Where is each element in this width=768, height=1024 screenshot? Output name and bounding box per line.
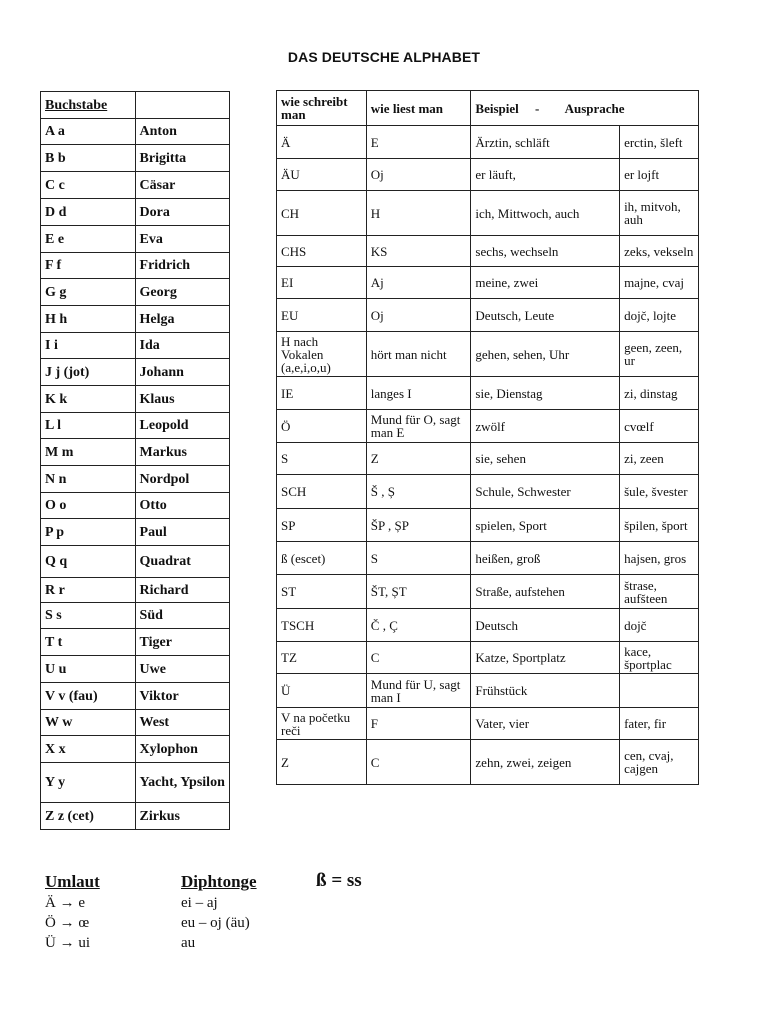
alphabet-row	[41, 199, 230, 226]
pronunciation-row	[277, 377, 699, 410]
read-cell: Č , Ç	[366, 609, 471, 642]
alphabet-row	[41, 710, 230, 736]
example-cell: Ärztin, schläft	[471, 126, 620, 159]
alphabet-letter: U u	[41, 656, 136, 683]
pron-cell	[620, 674, 699, 708]
alphabet-row	[41, 359, 230, 386]
alphabet-name: Süd	[135, 603, 229, 629]
alphabet-letter: Z z (cet)	[41, 803, 136, 830]
alphabet-letter: L l	[41, 413, 136, 439]
pron-cell: er lojft	[620, 159, 699, 191]
alphabet-letter: X x	[41, 736, 136, 763]
alphabet-name: West	[135, 710, 229, 736]
example-cell: meine, zwei	[471, 267, 620, 299]
pronunciation-row	[277, 475, 699, 509]
read-cell: H	[366, 191, 471, 236]
read-cell: hört man nicht	[366, 332, 471, 377]
example-cell: Deutsch	[471, 609, 620, 642]
pronunciation-row	[277, 609, 699, 642]
alphabet-name: Uwe	[135, 656, 229, 683]
alphabet-row	[41, 172, 230, 199]
alphabet-letter: G g	[41, 279, 136, 306]
alphabet-letter: F f	[41, 253, 136, 279]
alphabet-letter: W w	[41, 710, 136, 736]
read-cell: ŠP , ȘP	[366, 509, 471, 542]
read-cell: KS	[366, 236, 471, 267]
read-cell: Mund für O, sagt man E	[366, 410, 471, 443]
alphabet-letter: Y y	[41, 763, 136, 803]
alphabet-name: Otto	[135, 493, 229, 519]
pronunciation-row	[277, 708, 699, 740]
diphthong-heading: Diphtonge	[181, 872, 257, 891]
written-cell: Ü	[277, 674, 367, 708]
pronunciation-row	[277, 575, 699, 609]
alphabet-name: Klaus	[135, 386, 229, 413]
written-cell: SP	[277, 509, 367, 542]
read-cell: Mund für U, sagt man I	[366, 674, 471, 708]
diphthong-item: eu – oj (äu)	[181, 915, 250, 931]
read-cell: F	[366, 708, 471, 740]
example-cell: Straße, aufstehen	[471, 575, 620, 609]
alphabet-row	[41, 683, 230, 710]
alphabet-header-empty	[135, 92, 229, 119]
pron-cell: dojč, lojte	[620, 299, 699, 332]
alphabet-row	[41, 493, 230, 519]
alphabet-letter: O o	[41, 493, 136, 519]
alphabet-name: Cäsar	[135, 172, 229, 199]
pron-cell: hajsen, gros	[620, 542, 699, 575]
alphabet-name: Ida	[135, 333, 229, 359]
pronunciation-row	[277, 410, 699, 443]
page-title: DAS DEUTSCHE ALPHABET	[287, 49, 481, 65]
alphabet-row	[41, 119, 230, 145]
read-cell: Oj	[366, 299, 471, 332]
example-cell: Vater, vier	[471, 708, 620, 740]
written-cell: TZ	[277, 642, 367, 674]
example-cell: gehen, sehen, Uhr	[471, 332, 620, 377]
alphabet-row	[41, 629, 230, 656]
pron-cell: šule, švester	[620, 475, 699, 509]
alphabet-letter: M m	[41, 439, 136, 466]
pron-cell: zi, dinstag	[620, 377, 699, 410]
alphabet-header-letter: Buchstabe	[41, 92, 136, 119]
diphthong-item: au	[181, 935, 196, 951]
alphabet-letter: K k	[41, 386, 136, 413]
pron-cell: zeks, vekseln	[620, 236, 699, 267]
alphabet-row	[41, 333, 230, 359]
written-cell: ÄU	[277, 159, 367, 191]
alphabet-row	[41, 546, 230, 578]
umlaut-section	[45, 871, 100, 953]
alphabet-letter: C c	[41, 172, 136, 199]
alphabet-letter: P p	[41, 519, 136, 546]
alphabet-letter: N n	[41, 466, 136, 493]
pronunciation-row	[277, 674, 699, 708]
written-cell: SCH	[277, 475, 367, 509]
pron-cell: štrase, aufšteen	[620, 575, 699, 609]
pron-cell: geen, zeen, ur	[620, 332, 699, 377]
written-cell: Z	[277, 740, 367, 785]
written-cell: S	[277, 443, 367, 475]
header-example: Beispiel - Ausprache	[471, 91, 699, 126]
pron-cell: kace, športplac	[620, 642, 699, 674]
alphabet-letter: B b	[41, 145, 136, 172]
pronunciation-row	[277, 159, 699, 191]
alphabet-letter: V v (fau)	[41, 683, 136, 710]
example-cell: sie, Dienstag	[471, 377, 620, 410]
alphabet-letter: D d	[41, 199, 136, 226]
alphabet-name: Anton	[135, 119, 229, 145]
diphthong-section	[181, 871, 257, 953]
pron-cell: fater, fir	[620, 708, 699, 740]
alphabet-letter: R r	[41, 578, 136, 603]
alphabet-row	[41, 413, 230, 439]
alphabet-name: Nordpol	[135, 466, 229, 493]
alphabet-name: Johann	[135, 359, 229, 386]
pronunciation-row	[277, 642, 699, 674]
alphabet-row	[41, 736, 230, 763]
alphabet-name: Zirkus	[135, 803, 229, 830]
written-cell: CH	[277, 191, 367, 236]
example-cell: er läuft,	[471, 159, 620, 191]
written-cell: IE	[277, 377, 367, 410]
alphabet-letter: I i	[41, 333, 136, 359]
example-cell: zwölf	[471, 410, 620, 443]
written-cell: TSCH	[277, 609, 367, 642]
alphabet-name: Quadrat	[135, 546, 229, 578]
alphabet-name: Richard	[135, 578, 229, 603]
example-cell: Schule, Schwester	[471, 475, 620, 509]
header-read: wie liest man	[366, 91, 471, 126]
read-cell: ŠT, ȘT	[366, 575, 471, 609]
alphabet-letter: E e	[41, 226, 136, 253]
eszett-note: ß = ss	[316, 870, 362, 891]
alphabet-name: Fridrich	[135, 253, 229, 279]
alphabet-name: Leopold	[135, 413, 229, 439]
read-cell: Aj	[366, 267, 471, 299]
alphabet-name: Viktor	[135, 683, 229, 710]
alphabet-row	[41, 439, 230, 466]
alphabet-letter: H h	[41, 306, 136, 333]
pron-cell: majne, cvaj	[620, 267, 699, 299]
alphabet-name: Eva	[135, 226, 229, 253]
read-cell: Š , Ș	[366, 475, 471, 509]
written-cell: EI	[277, 267, 367, 299]
written-cell: Ö	[277, 410, 367, 443]
pronunciation-row	[277, 509, 699, 542]
alphabet-letter: A a	[41, 119, 136, 145]
example-cell: Frühstück	[471, 674, 620, 708]
alphabet-name: Markus	[135, 439, 229, 466]
alphabet-name: Brigitta	[135, 145, 229, 172]
alphabet-row	[41, 603, 230, 629]
alphabet-name: Yacht, Ypsilon	[135, 763, 229, 803]
pronunciation-row	[277, 126, 699, 159]
pron-cell: cvœlf	[620, 410, 699, 443]
alphabet-row	[41, 803, 230, 830]
header-written: wie schreibt man	[277, 91, 367, 126]
example-cell: sechs, wechseln	[471, 236, 620, 267]
example-cell: Katze, Sportplatz	[471, 642, 620, 674]
alphabet-name: Xylophon	[135, 736, 229, 763]
alphabet-name: Dora	[135, 199, 229, 226]
pron-cell: erctin, šleft	[620, 126, 699, 159]
example-cell: spielen, Sport	[471, 509, 620, 542]
alphabet-row	[41, 306, 230, 333]
example-cell: ich, Mittwoch, auch	[471, 191, 620, 236]
written-cell: ST	[277, 575, 367, 609]
written-cell: ß (escet)	[277, 542, 367, 575]
pronunciation-row	[277, 191, 699, 236]
read-cell: C	[366, 740, 471, 785]
alphabet-row	[41, 466, 230, 493]
pronunciation-row	[277, 542, 699, 575]
umlaut-item: Ü → ui	[45, 935, 90, 951]
alphabet-name: Helga	[135, 306, 229, 333]
example-cell: sie, sehen	[471, 443, 620, 475]
alphabet-table	[40, 91, 230, 830]
written-cell: V na početku reči	[277, 708, 367, 740]
written-cell: EU	[277, 299, 367, 332]
pronunciation-table	[276, 90, 699, 785]
alphabet-row	[41, 763, 230, 803]
alphabet-row	[41, 519, 230, 546]
alphabet-name: Paul	[135, 519, 229, 546]
example-cell: zehn, zwei, zeigen	[471, 740, 620, 785]
pronunciation-row	[277, 299, 699, 332]
read-cell: C	[366, 642, 471, 674]
pron-cell: zi, zeen	[620, 443, 699, 475]
pron-cell: špilen, šport	[620, 509, 699, 542]
read-cell: langes I	[366, 377, 471, 410]
umlaut-item: Ä → e	[45, 895, 85, 911]
example-cell: Deutsch, Leute	[471, 299, 620, 332]
alphabet-letter: J j (jot)	[41, 359, 136, 386]
alphabet-name: Georg	[135, 279, 229, 306]
read-cell: Oj	[366, 159, 471, 191]
written-cell: Ä	[277, 126, 367, 159]
umlaut-heading: Umlaut	[45, 872, 100, 891]
alphabet-row	[41, 253, 230, 279]
written-cell: H nach Vokalen (a,e,i,o,u)	[277, 332, 367, 377]
alphabet-row	[41, 656, 230, 683]
pron-cell: ih, mitvoh, auh	[620, 191, 699, 236]
pronunciation-row	[277, 267, 699, 299]
pron-cell: cen, cvaj, cajgen	[620, 740, 699, 785]
pronunciation-row	[277, 740, 699, 785]
pron-cell: dojč	[620, 609, 699, 642]
alphabet-row	[41, 279, 230, 306]
read-cell: Z	[366, 443, 471, 475]
read-cell: E	[366, 126, 471, 159]
example-cell: heißen, groß	[471, 542, 620, 575]
diphthong-item: ei – aj	[181, 895, 218, 911]
alphabet-name: Tiger	[135, 629, 229, 656]
alphabet-row	[41, 386, 230, 413]
umlaut-item: Ö → œ	[45, 915, 90, 931]
read-cell: S	[366, 542, 471, 575]
written-cell: CHS	[277, 236, 367, 267]
alphabet-row	[41, 226, 230, 253]
pronunciation-row	[277, 332, 699, 377]
alphabet-letter: S s	[41, 603, 136, 629]
alphabet-letter: T t	[41, 629, 136, 656]
pronunciation-row	[277, 443, 699, 475]
alphabet-row	[41, 145, 230, 172]
alphabet-letter: Q q	[41, 546, 136, 578]
alphabet-row	[41, 578, 230, 603]
pronunciation-row	[277, 236, 699, 267]
